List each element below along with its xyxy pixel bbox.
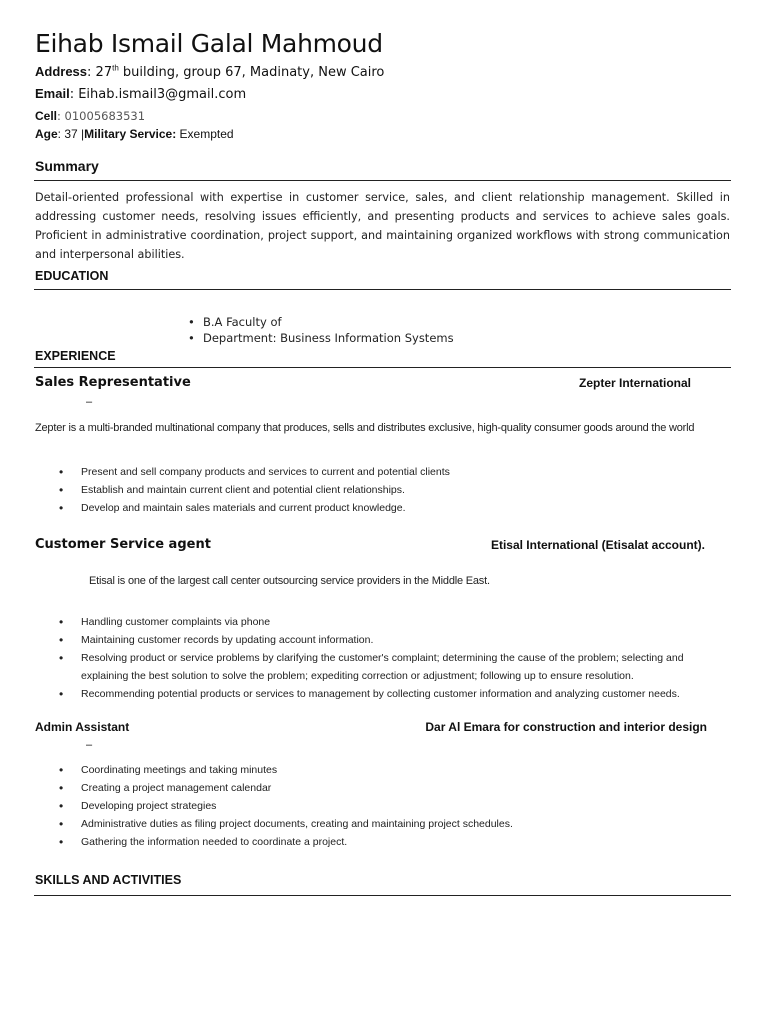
job-duty: • Present and sell company products and services to current and potential clients [59, 463, 731, 481]
job-duty: • Coordinating meetings and taking minutes [59, 761, 731, 779]
address-label: Address [35, 64, 88, 79]
experience-heading: EXPERIENCE [35, 349, 116, 363]
job-company: Dar Al Emara for construction and interior design [425, 720, 707, 734]
education-item: • B.A Faculty of [185, 315, 454, 331]
age-value: : 37 | [57, 127, 85, 141]
job-duty: • Develop and maintain sales materials and current product knowledge. [59, 499, 731, 517]
job-duty: • Resolving product or service problems by clarifying the customer's complaint; determining the cause of the problem; selecting and explaining the best solution to solve the problem; expediting correction or adjustment; following up to ensure resolution. [59, 649, 731, 685]
cell-value: 01005683531 [64, 109, 146, 123]
job-duty: • Handling customer complaints via phone [59, 613, 731, 631]
job-duty: • Administrative duties as filing project documents, creating and maintaining project schedules. [59, 815, 731, 833]
military-label: Military Service: [84, 127, 177, 141]
summary-text: Detail-oriented professional with expertise in customer service, sales, and client relationship management. Skilled in addressing customer needs, resolving issues efficiently, and presenting products and services to achieve sales goals. Proficient in administrative coordination, project support, and maintaining organized workflows with strong communication and interpersonal abilities. [35, 191, 730, 261]
job-date-dash: – [86, 739, 93, 751]
age-line [35, 127, 234, 141]
skills-heading: SKILLS AND ACTIVITIES [35, 873, 182, 887]
job-company: Etisal International (Etisalat account). [490, 538, 705, 552]
job-description: Zepter is a multi-branded multinational company that produces, sells and distributes exclusive, high-quality consumer goods around the world [35, 422, 695, 434]
job-duty: • Maintaining customer records by updating account information. [59, 631, 731, 649]
job-duty: • Developing project strategies [59, 797, 731, 815]
experience-divider [34, 367, 731, 368]
summary-heading: Summary [35, 158, 99, 174]
address-number: 27 [95, 65, 113, 80]
job-duties-list [59, 463, 731, 517]
cell-line: Cell: 01005683531 [35, 109, 146, 123]
address-line: Address: 27th building, group 67, Madinaty, New Cairo [35, 63, 385, 80]
age-label: Age [35, 127, 58, 141]
education-heading: EDUCATION [35, 269, 109, 283]
job-title: Customer Service agent [35, 537, 211, 552]
address-value: building, group 67, Madinaty, New Cairo [118, 65, 385, 80]
job-date-dash: – [86, 396, 93, 408]
email-label: Email [35, 86, 70, 101]
email-value: Eihab.ismail3@gmail.com [78, 87, 247, 102]
job-description: Etisal is one of the largest call center outsourcing service providers in the Middle East. [89, 575, 490, 587]
address-superscript: th [112, 63, 119, 73]
skills-divider [34, 895, 731, 896]
job-duties-list [59, 761, 731, 851]
job-duty: • Recommending potential products or services to management by collecting customer information and analyzing customer needs. [59, 685, 731, 703]
job-title: Admin Assistant [35, 720, 130, 734]
education-divider [34, 289, 731, 290]
job-company: Zepter International [578, 376, 691, 390]
cell-label: Cell [35, 109, 58, 123]
job-duty: • Gathering the information needed to coordinate a project. [59, 833, 731, 851]
education-list [185, 315, 454, 346]
email-line: Email: Eihab.ismail3@gmail.com [35, 86, 247, 102]
job-duties-list [59, 613, 731, 703]
job-title: Sales Representative [35, 375, 191, 390]
candidate-name: Eihab Ismail Galal Mahmoud [35, 29, 383, 58]
education-item: • Department: Business Information Systems [185, 331, 454, 347]
job-duty: • Creating a project management calendar [59, 779, 731, 797]
military-value: Exempted [176, 127, 234, 141]
job-duty: • Establish and maintain current client and potential client relationships. [59, 481, 731, 499]
summary-divider [34, 180, 731, 181]
